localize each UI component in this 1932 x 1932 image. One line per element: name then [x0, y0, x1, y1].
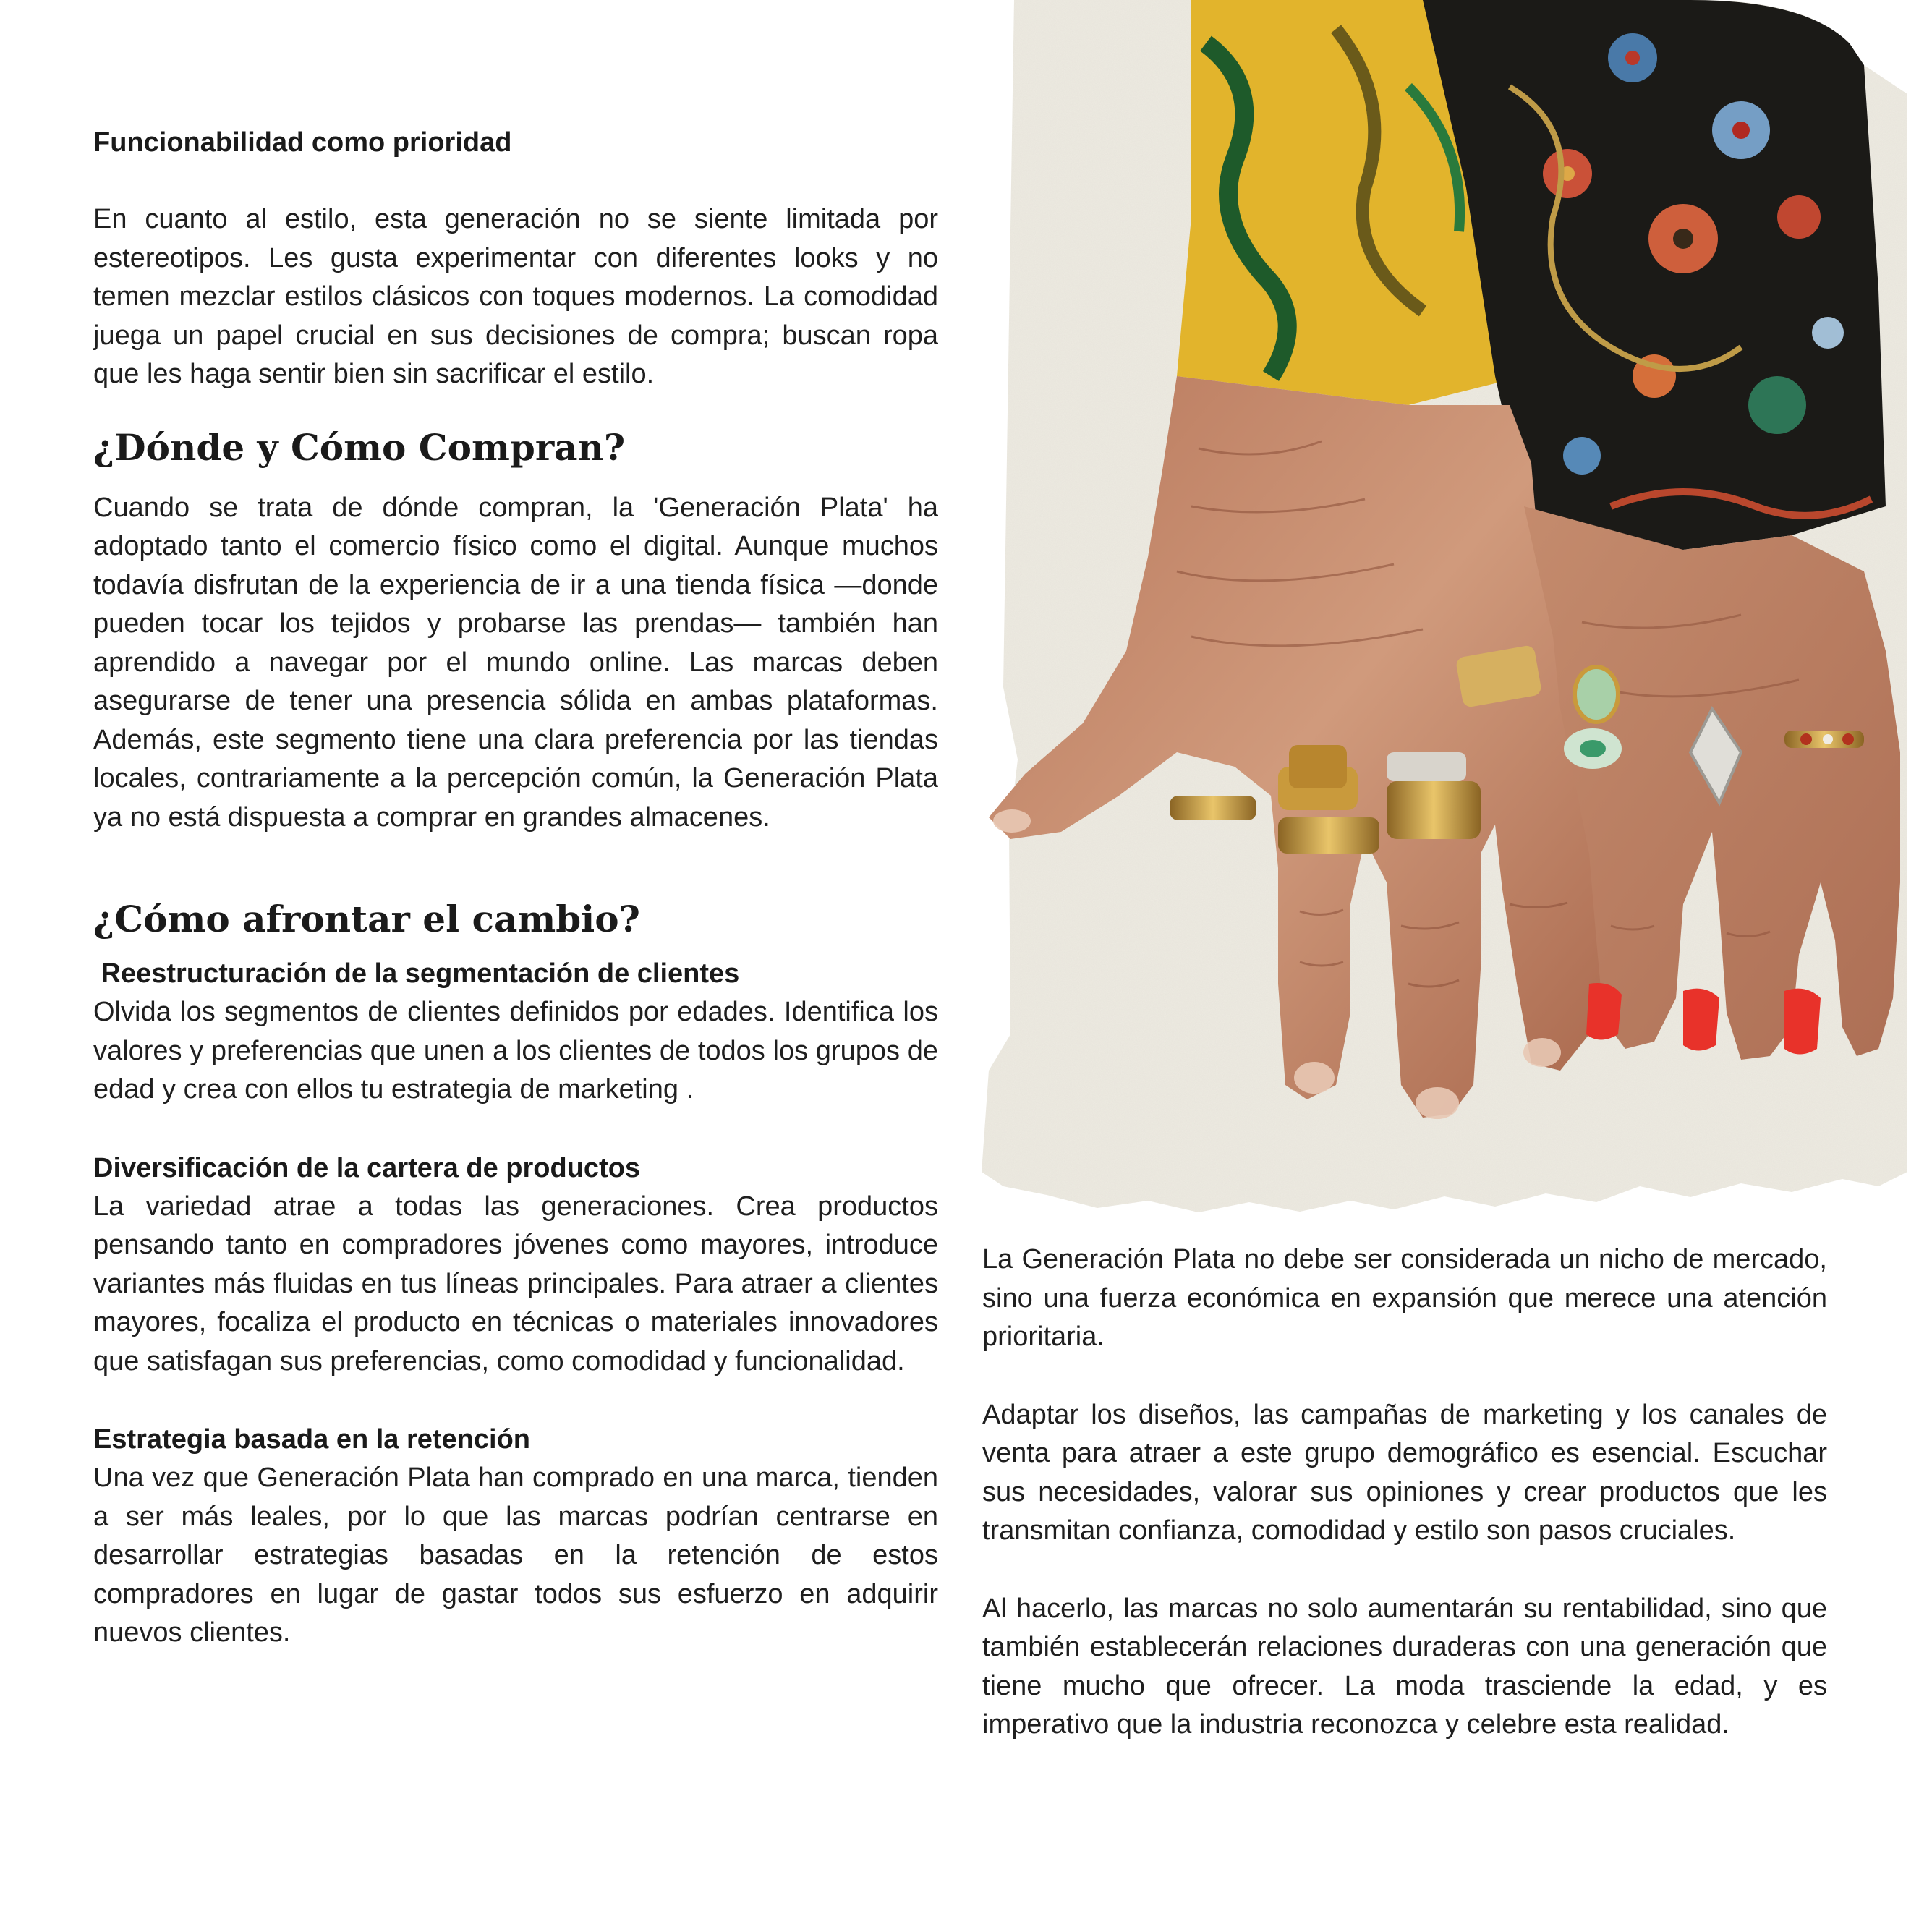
- subheading-segmentacion: Reestructuración de la segmentación de clientes: [93, 958, 740, 989]
- subheading-funcionabilidad: Funcionabilidad como prioridad: [93, 127, 512, 158]
- paragraph-al-hacerlo: Al hacerlo, las marcas no solo aumentarán su rentabilidad, sino que también establecerán relaciones duraderas con una generación que tiene mucho que ofrecer. La moda trasciende la edad, y es imperativo que la industria reconozca y celebre esta realidad.: [982, 1593, 1827, 1740]
- paragraph-adaptar-disenos: Adaptar los diseños, las campañas de marketing y los canales de venta para atraer a este grupo demográfico es esencial. Escuchar sus necesidades, valorar sus opiniones y crear productos que les transmitan confianza, comodidad y estilo son pasos cruciales.: [982, 1399, 1827, 1546]
- paragraph-segmentacion: Olvida los segmentos de clientes definidos por edades. Identifica los valores y preferencias que unen a los clientes de todos los grupos de edad y crea con ellos tu estrategia de marketing .: [93, 997, 938, 1105]
- subheading-retencion: Estrategia basada en la retención: [93, 1424, 531, 1455]
- paragraph-donde-compran: Cuando se trata de dónde compran, la 'Generación Plata' ha adoptado tanto el comercio físico como el digital. Aunque muchos todavía disfrutan de la experiencia de ir a una tienda física —donde pueden tocar los tejidos y probarse las prendas— también han aprendido a navegar por el mundo online. Las marcas deben asegurarse de tener una presencia sólida en ambas plataformas. Además, este segmento tiene una clara preferencia por las tiendas locales, contrariamente a la percepción común, la Generación Plata ya no está dispuesta a comprar en grandes almacenes.: [93, 492, 938, 833]
- subheading-diversificacion: Diversificación de la cartera de productos: [93, 1152, 641, 1183]
- heading-afrontar-cambio: ¿Cómo afrontar el cambio?: [93, 898, 640, 940]
- paragraph-estilo: En cuanto al estilo, esta generación no se siente limitada por estereotipos. Les gusta experimentar con diferentes looks y no temen mezclar estilos clásicos con toques modernos. La comodidad juega un papel crucial en sus decisiones de compra; buscan ropa que les haga sentir bien sin sacrificar el estilo.: [93, 204, 938, 389]
- paragraph-diversificacion: La variedad atrae a todas las generaciones. Crea productos pensando tanto en compradores jóvenes como mayores, introduce variantes más fluidas en tus líneas principales. Para atraer a clientes mayores, focaliza el producto en técnicas o materiales innovadores que satisfagan sus preferencias, como comodidad y funcionalidad.: [93, 1191, 938, 1376]
- heading-donde-compran: ¿Dónde y Cómo Compran?: [93, 425, 626, 469]
- hands-rings-photo: [960, 0, 1907, 1219]
- paragraph-nicho-de-mercado: La Generación Plata no debe ser considerada un nicho de mercado, sino una fuerza económica en expansión que merece una atención prioritaria.: [982, 1244, 1827, 1352]
- paragraph-retencion: Una vez que Generación Plata han comprado en una marca, tienden a ser más leales, por lo que las marcas podrían centrarse en desarrollar estrategias basadas en la retención de estos compradores en lugar de gastar todos sus esfuerzo en adquirir nuevos clientes.: [93, 1463, 938, 1648]
- left-column: [93, 123, 938, 1653]
- right-column: [982, 1241, 1827, 1745]
